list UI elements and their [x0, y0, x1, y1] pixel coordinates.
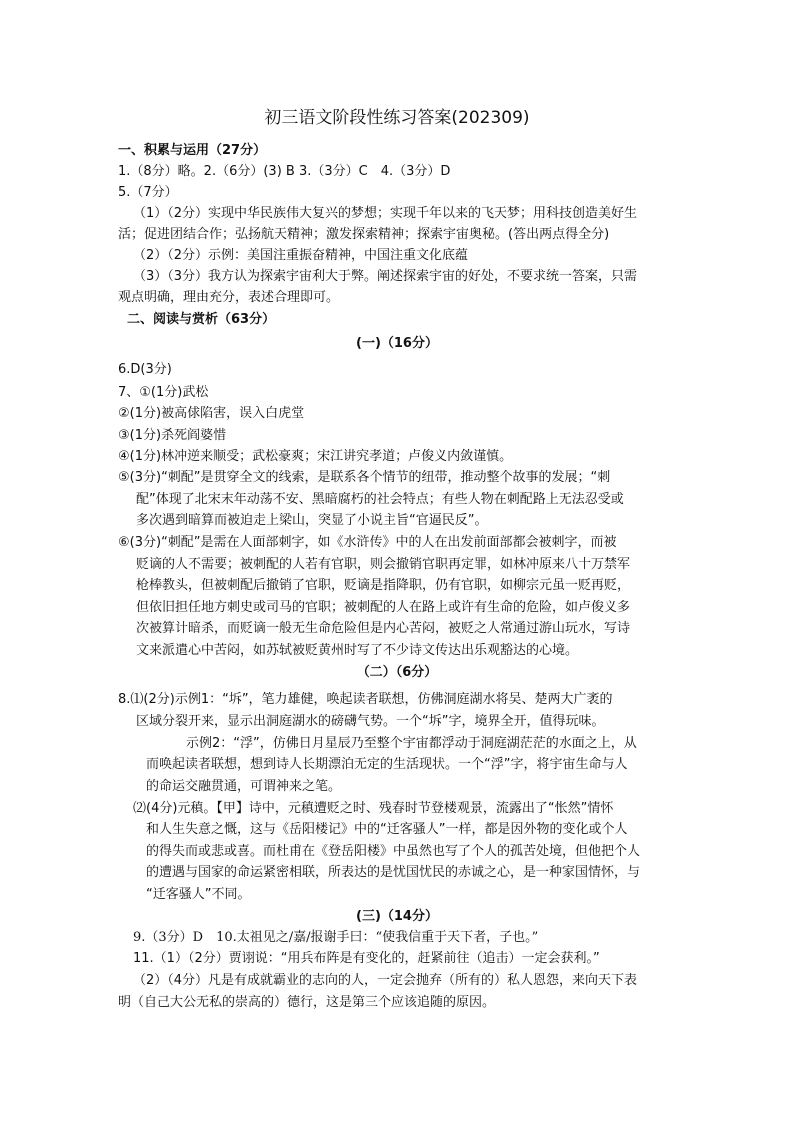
subsection-heading: (三)（14分） — [356, 909, 438, 924]
answer-line: 区域分裂开来，显示出洞庭湖水的磅礴气势。一个“坼”字，境界全开，值得玩味。 — [136, 714, 605, 729]
answer-line: ④(1分)林冲逆来顺受；武松豪爽；宋江讲究孝道；卢俊义内敛谨慎。 — [118, 449, 513, 464]
answer-line: 文来派遣心中苦闷，如苏轼被贬黄州时写了不少诗文传达出乐观豁达的心境。 — [136, 643, 579, 658]
answer-line: 次被算计暗杀，而贬谪一般无生命危险但是内心苦闷，被贬之人常通过游山玩水，写诗 — [136, 621, 631, 636]
answer-line: 多次遇到暗算而被迫走上梁山，突显了小说主旨“官逼民反”。 — [136, 513, 488, 528]
answer-line: ⑤(3分)“刺配”是贯穿全文的线索，是联系各个情节的纽带，推动整个故事的发展；“刺 — [118, 470, 611, 485]
answer-line: （2）（2分）示例：美国注重振奋精神，中国注重文化底蕴 — [133, 248, 469, 263]
answer-line: （2）（4分）凡是有成就霸业的志向的人，一定会抛弃（所有的）私人恩怨，来向天下表 — [133, 973, 638, 988]
answer-line: 示例2：“浮”，仿佛日月星辰乃至整个宇宙都浮动于洞庭湖茫茫的水面之上，从 — [186, 736, 637, 751]
answer-line: ②(1分)被高俅陷害，误入白虎堂 — [118, 406, 305, 421]
answer-line: 而唤起读者联想，想到诗人长期漂泊无定的生活现状。一个“浮”字，将宇宙生命与人 — [146, 757, 628, 772]
answer-line: ⑵(4分)元稹。【甲】诗中，元稹遭贬之时、残春时节登楼观景，流露出了“怅然”情怀 — [133, 801, 614, 816]
answer-line: ③(1分)杀死阎婆惜 — [118, 428, 227, 443]
answer-line: 7、①(1分)武松 — [118, 385, 209, 400]
subsection-heading: （二）（6分） — [356, 665, 438, 680]
subsection-heading: (一)（16分） — [356, 336, 438, 351]
answer-line: 活；促进团结合作；弘扬航天精神；激发探索精神；探索宇宙奥秘。(答出两点得全分) — [118, 227, 610, 242]
answer-line: 观点明确，理由充分，表述合理即可。 — [118, 290, 340, 305]
answer-line: 但依旧担任地方刺史或司马的官职；被刺配的人在路上或许有生命的危险，如卢俊义多 — [136, 600, 631, 615]
answer-line: 11.（1）（2分）贾诩说：“用兵布阵是有变化的，赶紧前往（追击）一定会获利。” — [133, 951, 600, 966]
answer-line: 枪棒教头，但被刺配后撤销了官职，贬谪是指降职，仍有官职，如柳宗元虽一贬再贬， — [136, 578, 631, 593]
answer-line: 9.（3分）D 10.太祖见之/嘉/报谢手曰：“使我信重于天下者，子也。” — [133, 930, 539, 945]
answer-line: 8.⑴(2分)示例1：“坼”，笔力雄健，唤起读者联想，仿佛洞庭湖水将吴、楚两大广袤的 — [118, 692, 613, 707]
answer-line: 明（自己大公无私的崇高的）德行，这是第三个应该追随的原因。 — [118, 995, 496, 1010]
answer-line: （1）（2分）实现中华民族伟大复兴的梦想；实现千年以来的飞天梦；用科技创造美好生 — [133, 206, 638, 221]
answer-line: 的命运交融贯通，可谓神来之笔。 — [146, 779, 342, 794]
answer-line: 的得失而或悲或喜。而杜甫在《登岳阳楼》中虽然也写了个人的孤苦处境，但他把个人 — [146, 844, 641, 859]
document-title: 初三语文阶段性练习答案(202309) — [264, 108, 530, 128]
answer-line: 6.D(3分) — [118, 362, 172, 377]
answer-line: ⑥(3分)“刺配”是需在人面部刺字，如《水浒传》中的人在出发前面部都会被刺字，而被 — [118, 535, 617, 550]
answer-line: 配”体现了北宋末年动荡不安、黑暗腐朽的社会特点；有些人物在刺配路上无法忍受或 — [136, 492, 624, 507]
answer-line: “迁客骚人”不同。 — [146, 887, 251, 902]
answer-line: 贬谪的人不需要；被刺配的人若有官职，则会撤销官职再定罪，如林冲原来八十万禁军 — [136, 557, 631, 572]
answer-line: 1.（8分）略。2.（6分）(3) B 3.（3分）C 4.（3分）D — [118, 164, 451, 179]
section-heading: 二、阅读与赏析（63分） — [127, 312, 276, 327]
section-heading: 一、积累与运用（27分） — [118, 143, 267, 158]
answer-line: 的遭遇与国家的命运紧密相联，所表达的是忧国忧民的赤诚之心，是一种家国情怀，与 — [146, 865, 641, 880]
answer-line: 5.（7分） — [118, 185, 178, 200]
answer-line: （3）（3分）我方认为探索宇宙利大于弊。阐述探索宇宙的好处，不要求统一答案，只需 — [133, 269, 638, 284]
answer-line: 和人生失意之慨，这与《岳阳楼记》中的“迁客骚人”一样，都是因外物的变化或个人 — [146, 822, 628, 837]
